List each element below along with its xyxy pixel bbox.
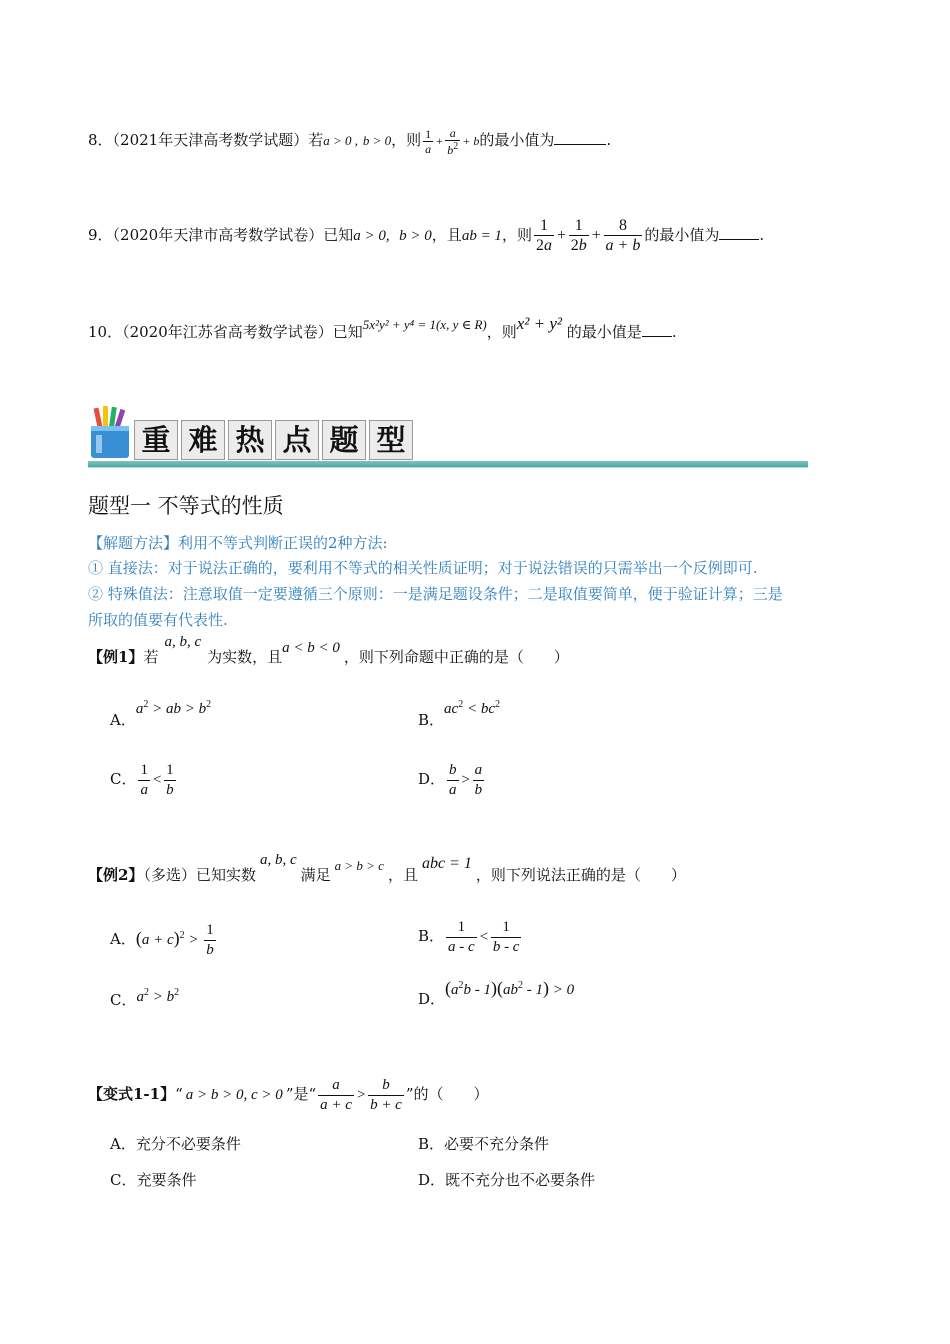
answer-blank[interactable] [554, 132, 606, 145]
example-2: 【例2】（多选）已知实数a, b, c满足a > b > c，且abc = 1，则下列说法正确的是（ ） [88, 852, 686, 884]
answer-blank[interactable] [642, 324, 672, 337]
variant-label: 【变式1-1】 [88, 1085, 176, 1103]
answer-blank[interactable] [719, 227, 759, 240]
method-line-1: ① 直接法：对于说法正确的，要利用不等式的相关性质证明；对于说法错误的只需举出一个反例即可. [88, 559, 758, 577]
option-b[interactable]: B． $\frac{1}{a - c}$ < $\frac{1}{b - c}$ [418, 919, 520, 955]
section-title: 题型一 不等式的性质 [88, 494, 284, 518]
question-number: 10． [88, 323, 123, 341]
banner-rule [88, 461, 808, 468]
method-intro: 【解题方法】利用不等式判断正误的2种方法: [88, 534, 388, 552]
question-source: （2020年江苏省高考数学试卷） [122, 323, 333, 341]
question-9: 9．（2020年天津市高考数学试卷）已知a > 0, b > 0，且ab = 1，则 $\frac{1}{2a}$ + $\frac{1}{2b}$ + $\frac{8}{a + b}$ 的最小值为 . [88, 217, 765, 255]
question-8: 8．（2021年天津高考数学试题）若a > 0 , b > 0，则 $\frac{1}{a}$ + $\frac{a}{b^2}$ + b的最小值为 . [88, 125, 612, 158]
question-10: 10．（2020年江苏省高考数学试卷）已知5x²y² + y⁴ = 1(x, y ∈ R)，则x² + y² 的最小值是 . [88, 314, 677, 341]
option-c[interactable]: C．$a^2 > b^2$ [110, 987, 180, 1009]
option-a[interactable]: A．$(a + c)^2$ > $\frac{1}{b}$ [110, 922, 214, 958]
banner-title: 重 难 热 点 题 型 [134, 420, 416, 458]
option-d[interactable]: D． $\frac{b}{a}$ > $\frac{a}{b}$ [418, 762, 483, 798]
option-a[interactable]: A．$a^2$ > ab > $b^2$ [110, 699, 212, 729]
method-line-2: ② 特殊值法：注意取值一定要遵循三个原则：一是满足题设条件；二是取值要简单，便于验证计算；三是 [88, 585, 783, 603]
question-source: （2021年天津高考数学试题） [112, 131, 309, 149]
expression: $\frac{1}{a}$ + $\frac{a}{b^2}$ + b [425, 125, 480, 158]
option-b[interactable]: B．必要不充分条件 [418, 1135, 550, 1153]
option-d[interactable]: D．$(a^2b - 1)(ab^2 - 1) > 0$ [418, 978, 575, 1008]
option-a[interactable]: A．充分不必要条件 [110, 1135, 241, 1153]
option-c[interactable]: C．充要条件 [110, 1171, 197, 1189]
method-label: 【解题方法】 [88, 534, 179, 552]
example-1: 【例1】若a, b, c为实数，且a < b < 0 ，则下列命题中正确的是（ ） [88, 634, 569, 666]
example-label: 【例1】 [88, 648, 144, 666]
option-c[interactable]: C． $\frac{1}{a}$ < $\frac{1}{b}$ [110, 762, 174, 798]
option-d[interactable]: D．既不充分也不必要条件 [418, 1171, 596, 1189]
method-line-3: 所取的值要有代表性. [88, 611, 228, 629]
example-label: 【例2】 [88, 866, 144, 884]
variant-1-1: 【变式1-1】“ a > b > 0, c > 0 ”是“ $\frac{a}{a + c}$ > $\frac{b}{b + c}$ ”的（ ） [88, 1077, 489, 1113]
pencil-cup-icon [88, 404, 132, 460]
option-b[interactable]: B．$ac^2 < bc^2$ [418, 699, 500, 729]
question-number: 8． [88, 131, 113, 149]
question-number: 9． [88, 226, 113, 244]
question-source: （2020年天津市高考数学试卷） [112, 226, 324, 244]
expression: $\frac{1}{2a}$ + $\frac{1}{2b}$ + $\frac{8}{a + b}$ [535, 217, 641, 255]
